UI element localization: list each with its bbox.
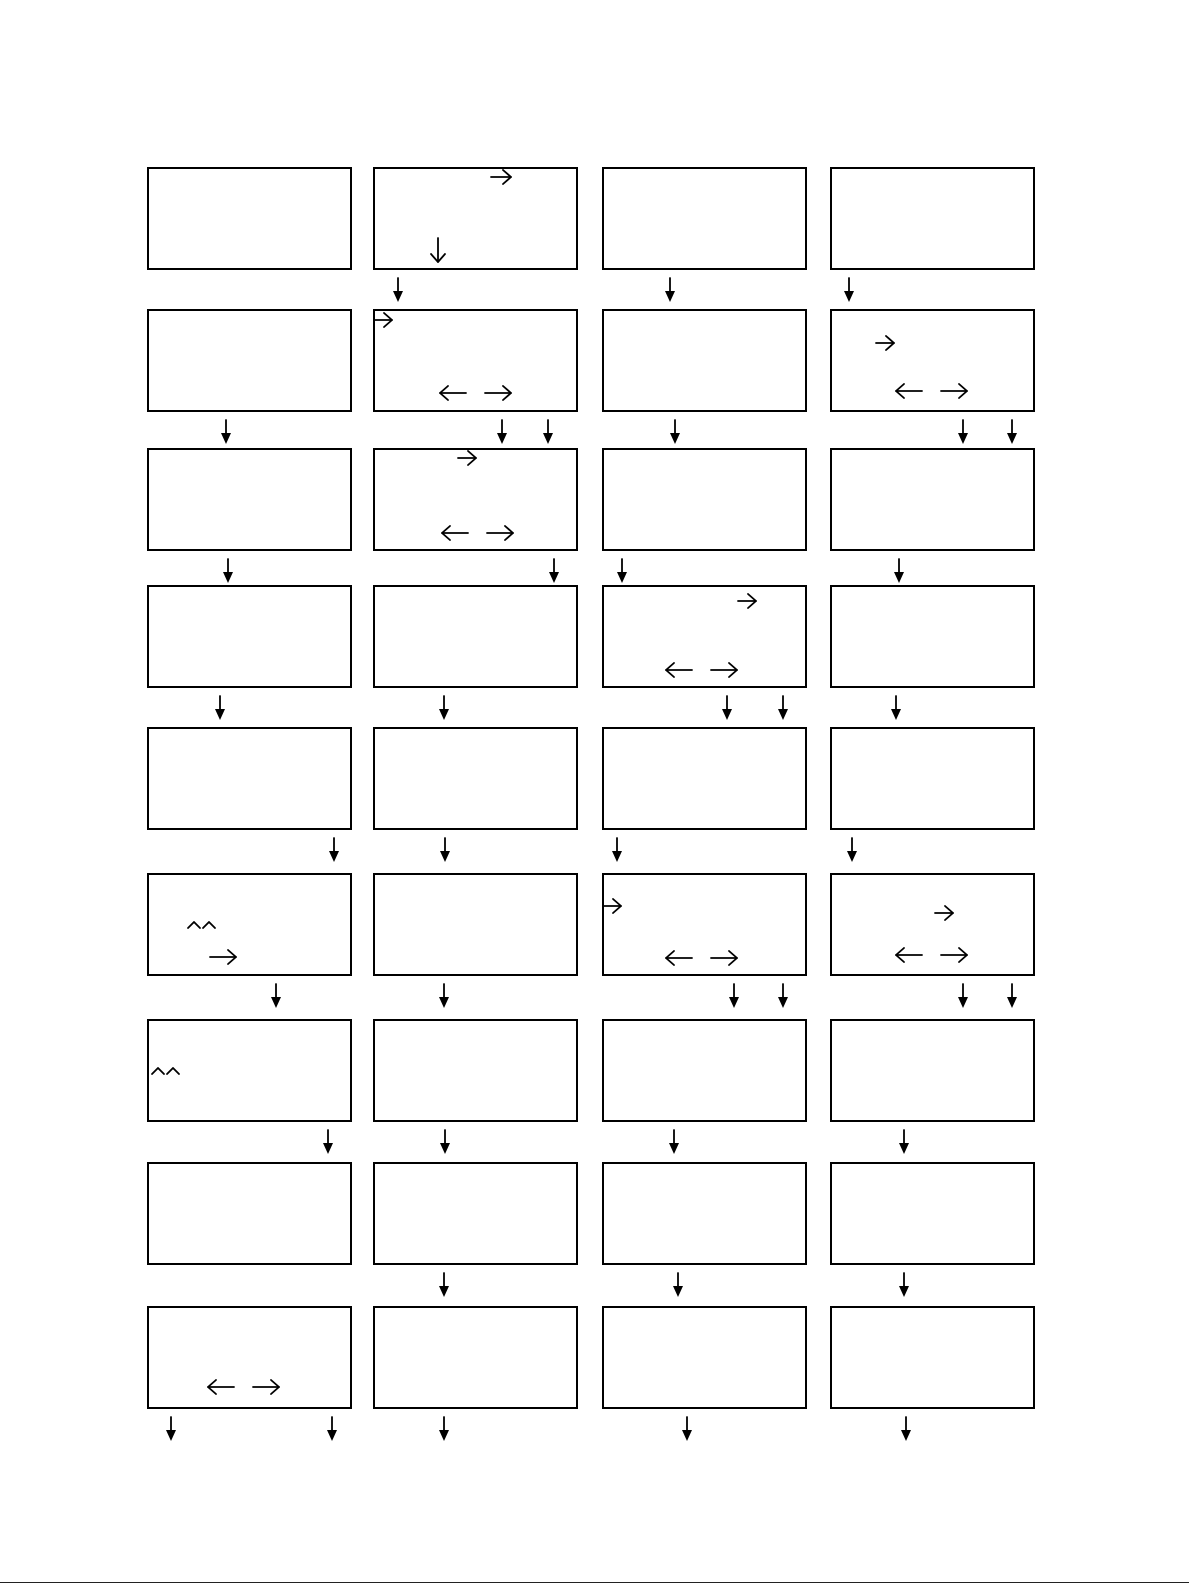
arrow-head (221, 433, 231, 444)
box-r1-c2 (374, 168, 577, 269)
down-arrow-icon-r5-c2-1 (440, 838, 450, 862)
down-arrow-icon-r7-c4-1 (899, 1130, 909, 1154)
box-r4-c3 (603, 586, 806, 687)
arrow-head (1007, 433, 1017, 444)
arrow-head (329, 851, 339, 862)
down-arrow-icon-r5-c4-1 (847, 838, 857, 862)
box-r1-c3 (603, 168, 806, 269)
box-r9-c1 (148, 1307, 351, 1408)
r2c4-left-arrow-icon (896, 384, 922, 398)
arrow-head (617, 572, 627, 583)
box-r4-c2 (374, 586, 577, 687)
r2c2-right-arrow-icon (485, 386, 511, 400)
down-arrow-icon-r3-c3-1 (617, 559, 627, 583)
down-arrow-icon-r1-c4-1 (844, 278, 854, 302)
box-r8-c3 (603, 1163, 806, 1264)
r3c2-right-arrow-icon (487, 526, 513, 540)
box-r3-c1 (148, 449, 351, 550)
r4c3-arrow-right-icon (738, 594, 756, 608)
box-r7-c3 (603, 1020, 806, 1121)
r6c3-arrow-right-icon (603, 899, 621, 913)
box-r8-c2 (374, 1163, 577, 1264)
down-arrow-icon-r4-c3-2 (778, 696, 788, 720)
arrow-head (543, 433, 553, 444)
arrow-head (439, 1286, 449, 1297)
down-arrow-icon-r3-c1-1 (223, 559, 233, 583)
box-r6-c3 (603, 874, 806, 975)
box-r6-c4 (831, 874, 1034, 975)
arrow-head (439, 997, 449, 1008)
down-arrow-icon-r7-c1-1 (323, 1130, 333, 1154)
box-r5-c1 (148, 728, 351, 829)
box-r9-c2 (374, 1307, 577, 1408)
down-arrow-icon-r4-c4-1 (891, 696, 901, 720)
page-bottom-rule (0, 1582, 1189, 1583)
arrow-head (682, 1430, 692, 1441)
down-arrow-icon-r2-c4-2 (1007, 420, 1017, 444)
r9c1-right-arrow-icon (253, 1380, 279, 1394)
box-r2-c3 (603, 310, 806, 411)
down-arrow-icon-r9-c1-2 (327, 1417, 337, 1441)
down-arrow-icon-r4-c3-1 (722, 696, 732, 720)
down-arrow-icon-r7-c2-1 (440, 1130, 450, 1154)
down-arrow-icon-r6-c3-1 (729, 984, 739, 1008)
arrow-head (327, 1430, 337, 1441)
down-arrow-icon-r2-c2-1 (497, 420, 507, 444)
box-r7-c1 (148, 1020, 351, 1121)
r6c4-right-arrow-icon (941, 948, 967, 962)
arrow-head (669, 1143, 679, 1154)
down-arrow-icon-r6-c4-2 (1007, 984, 1017, 1008)
arrow-head (673, 1286, 683, 1297)
box-r3-c2 (374, 449, 577, 550)
box-r2-c4 (831, 310, 1034, 411)
arrow-head (665, 291, 675, 302)
box-r4-c4 (831, 586, 1034, 687)
r2c2-arrow-right-icon (374, 313, 392, 327)
r2c4-right-arrow-icon (941, 384, 967, 398)
down-arrow-icon-r1-c3-1 (665, 278, 675, 302)
down-arrow-icon-r2-c2-2 (543, 420, 553, 444)
box-r9-c3 (603, 1307, 806, 1408)
down-arrow-icon-r4-c1-1 (215, 696, 225, 720)
down-arrow-icon-r6-c2-1 (439, 984, 449, 1008)
r6c1-caret-up-icon (188, 922, 200, 928)
arrow-head (899, 1286, 909, 1297)
r1c2-arrow-down-icon (431, 238, 445, 262)
arrow-head (958, 997, 968, 1008)
down-arrow-icon-r7-c3-1 (669, 1130, 679, 1154)
down-arrow-icon-r6-c4-1 (958, 984, 968, 1008)
box-r6-c2 (374, 874, 577, 975)
arrow-head (894, 572, 904, 583)
box-r5-c4 (831, 728, 1034, 829)
r6c3-right-arrow-icon (711, 951, 737, 965)
down-arrow-icon-r9-c2-1 (439, 1417, 449, 1441)
box-r4-c1 (148, 586, 351, 687)
arrow-head (670, 433, 680, 444)
r6c1-caret-up-icon (203, 922, 215, 928)
arrow-head (1007, 997, 1017, 1008)
arrow-head (958, 433, 968, 444)
box-r2-c1 (148, 310, 351, 411)
box-r1-c4 (831, 168, 1034, 269)
box-r2-c2 (374, 310, 577, 411)
arrow-head (439, 709, 449, 720)
arrow-head (440, 1143, 450, 1154)
box-r5-c3 (603, 728, 806, 829)
box-r1-c1 (148, 168, 351, 269)
r7c1-caret-up-icon (167, 1068, 179, 1074)
down-arrow-icon-r8-c2-1 (439, 1273, 449, 1297)
arrow-head (271, 997, 281, 1008)
r6c3-left-arrow-icon (666, 951, 692, 965)
down-arrow-icon-r9-c3-1 (682, 1417, 692, 1441)
box-r3-c4 (831, 449, 1034, 550)
r7c1-caret-up-icon (152, 1068, 164, 1074)
arrow-head (439, 1430, 449, 1441)
down-arrow-icon-r6-c1-1 (271, 984, 281, 1008)
down-arrow-icon-r5-c3-1 (612, 838, 622, 862)
r3c2-left-arrow-icon (442, 526, 468, 540)
down-arrow-icon-r5-c1-1 (329, 838, 339, 862)
box-r8-c4 (831, 1163, 1034, 1264)
down-arrow-icon-r8-c4-1 (899, 1273, 909, 1297)
arrow-head (549, 572, 559, 583)
arrow-head (899, 1143, 909, 1154)
r3c2-arrow-right-icon (458, 451, 476, 465)
arrow-head (393, 291, 403, 302)
arrow-head (778, 709, 788, 720)
arrow-head (223, 572, 233, 583)
arrow-head (215, 709, 225, 720)
connector-arrows-layer (166, 278, 1017, 1441)
box-r8-c1 (148, 1163, 351, 1264)
r9c1-left-arrow-icon (208, 1380, 234, 1394)
r2c4-arrow-right-icon (876, 336, 894, 350)
box-r3-c3 (603, 449, 806, 550)
down-arrow-icon-r9-c4-1 (901, 1417, 911, 1441)
down-arrow-icon-r4-c2-1 (439, 696, 449, 720)
arrow-head (612, 851, 622, 862)
down-arrow-icon-r3-c4-1 (894, 559, 904, 583)
arrow-head (729, 997, 739, 1008)
down-arrow-icon-r1-c2-1 (393, 278, 403, 302)
down-arrow-icon-r3-c2-1 (549, 559, 559, 583)
r6c1-arrow-right-icon (210, 950, 236, 964)
arrow-head (722, 709, 732, 720)
down-arrow-icon-r9-c1-1 (166, 1417, 176, 1441)
arrow-head (847, 851, 857, 862)
down-arrow-icon-r2-c3-1 (670, 420, 680, 444)
arrow-head (778, 997, 788, 1008)
down-arrow-icon-r8-c3-1 (673, 1273, 683, 1297)
arrow-head (844, 291, 854, 302)
r4c3-left-arrow-icon (666, 663, 692, 677)
r6c4-left-arrow-icon (896, 948, 922, 962)
r4c3-right-arrow-icon (711, 663, 737, 677)
symbols-layer (152, 170, 967, 1394)
box-r7-c4 (831, 1020, 1034, 1121)
r1c2-arrow-right-icon (491, 170, 511, 184)
r2c2-left-arrow-icon (440, 386, 466, 400)
box-r5-c2 (374, 728, 577, 829)
down-arrow-icon-r6-c3-2 (778, 984, 788, 1008)
arrow-head (440, 851, 450, 862)
boxes-layer (148, 168, 1034, 1408)
arrow-head (497, 433, 507, 444)
down-arrow-icon-r2-c1-1 (221, 420, 231, 444)
box-r9-c4 (831, 1307, 1034, 1408)
box-r7-c2 (374, 1020, 577, 1121)
arrow-head (901, 1430, 911, 1441)
arrow-head (323, 1143, 333, 1154)
arrow-head (891, 709, 901, 720)
box-r6-c1 (148, 874, 351, 975)
r6c4-arrow-right-icon (935, 906, 953, 920)
down-arrow-icon-r2-c4-1 (958, 420, 968, 444)
arrow-head (166, 1430, 176, 1441)
